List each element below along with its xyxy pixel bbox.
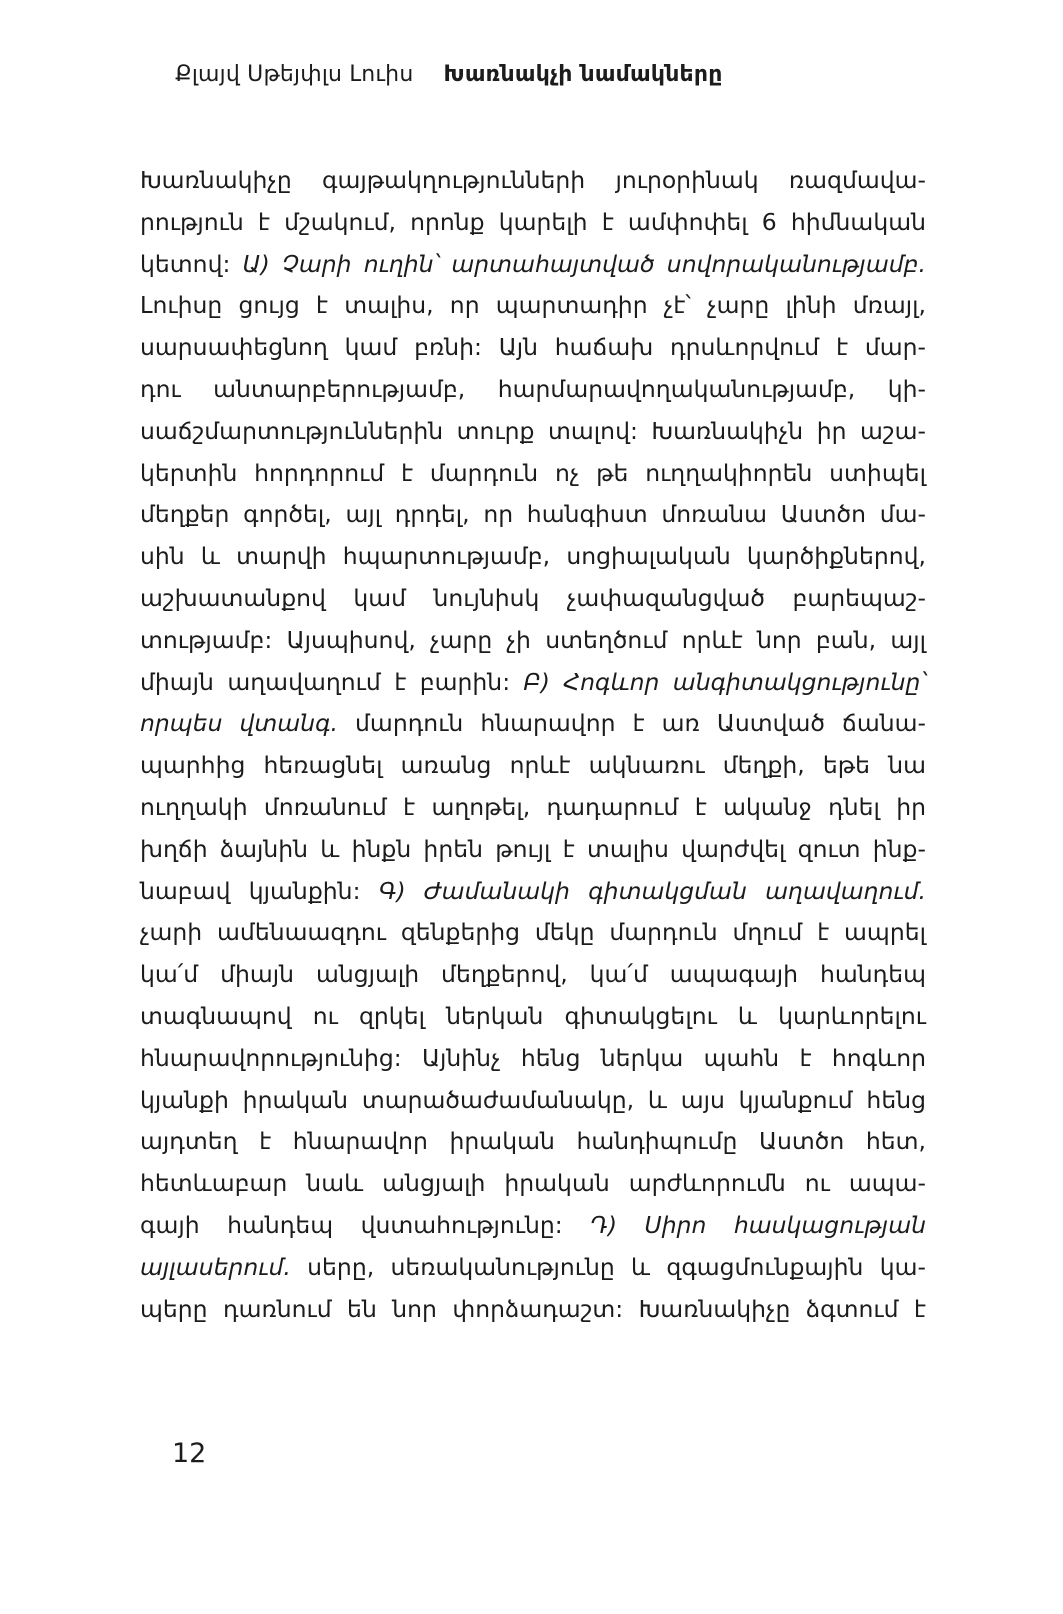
text-line	[140, 494, 926, 536]
text-line	[140, 1163, 926, 1205]
running-header	[175, 62, 723, 87]
text-segment: մեղքեր գործել, այլ դրդել, որ հանգիստ մոռանա Աստծո մա-	[140, 500, 926, 529]
italic-text-segment: Դ) Սիրո հասկացության	[590, 1210, 926, 1239]
text-line	[140, 1289, 926, 1331]
text-line	[140, 327, 926, 369]
text-line	[140, 1121, 926, 1163]
book-title: Խառնակչի նամակները	[443, 62, 723, 87]
text-segment: տագնապով ու զրկել ներկան գիտակցելու և կարևորելու	[140, 1001, 926, 1030]
text-line	[140, 662, 926, 704]
text-line	[140, 285, 926, 327]
text-line	[140, 703, 926, 745]
text-segment: գայի հանդեպ վստահությունը:	[140, 1210, 591, 1239]
text-segment: կետով:	[140, 249, 243, 278]
text-segment: հետևաբար նաև անցյալի իրական արժևորումն ու ապա-	[140, 1169, 926, 1198]
text-line	[140, 996, 926, 1038]
text-segment: Լուիսը ցույց է տալիս, որ պարտադիր չէ՝ չարը լինի մռայլ,	[140, 291, 926, 320]
text-segment: հնարավորությունից: Այնինչ հենց ներկա պահն է հոգևոր	[140, 1043, 926, 1072]
text-segment: պարհից հեռացնել առանց որևէ ակնառու մեղքի, եթե նա	[140, 751, 926, 780]
text-line	[140, 745, 926, 787]
italic-text-segment: Գ) Ժամանակի գիտակցման աղավաղում.	[378, 876, 926, 905]
text-line	[140, 954, 926, 996]
text-line	[140, 160, 926, 202]
text-line	[140, 620, 926, 662]
text-segment: չարի ամենաազդու զենքերից մեկը մարդուն մղում է ապրել	[140, 918, 926, 947]
page-number: 12	[172, 1438, 207, 1469]
text-segment: ուղղակի մոռանում է աղոթել, դադարում է ականջ դնել իր	[140, 792, 926, 821]
text-line	[140, 1038, 926, 1080]
text-line	[140, 536, 926, 578]
text-line	[140, 912, 926, 954]
text-line	[140, 411, 926, 453]
text-segment: տությամբ: Այսպիսով, չարը չի ստեղծում որևէ նոր բան, այլ	[140, 625, 926, 654]
italic-text-segment: որպես վտանգ.	[140, 709, 338, 738]
author-name: Քլայվ Սթեյփլս Լուիս	[175, 62, 414, 87]
text-line	[140, 787, 926, 829]
text-segment: սաճշմարտություններին տուրք տալով: Խառնակիչն իր աշա-	[140, 416, 926, 445]
text-segment: սին և տարվի հպարտությամբ, սոցիալական կարծիքներով,	[140, 542, 926, 571]
text-segment: միայն աղավաղում է բարին:	[140, 667, 524, 696]
text-line	[140, 453, 926, 495]
italic-text-segment: այլասերում.	[140, 1252, 291, 1281]
text-segment: րություն է մշակում, որոնք կարելի է ամփոփել 6 հիմնական	[140, 207, 926, 236]
text-segment: կյանքի իրական տարածաժամանակը, և այս կյանքում հենց	[140, 1085, 926, 1114]
text-line	[140, 244, 926, 286]
text-segment: խղճի ձայնին և ինքն իրեն թույլ է տալիս վարժվել զուտ ինք-	[140, 834, 926, 863]
text-line	[140, 1080, 926, 1122]
text-line	[140, 1247, 926, 1289]
text-line	[140, 369, 926, 411]
text-line	[140, 871, 926, 913]
text-segment: այդտեղ է հնարավոր իրական հանդիպումը Աստծո հետ,	[140, 1127, 926, 1156]
italic-text-segment: Ա) Չարի ուղին՝ արտահայտված սովորականությամբ.	[242, 249, 926, 278]
text-line	[140, 829, 926, 871]
text-segment: պերը դառնում են նոր փորձադաշտ: Խառնակիչը ձգտում է	[140, 1294, 926, 1323]
text-line	[140, 1205, 926, 1247]
italic-text-segment: Բ) Հոգևոր անգիտակցությունը՝	[523, 667, 926, 696]
text-line	[140, 202, 926, 244]
text-segment: կա՛մ միայն անցյալի մեղքերով, կա՛մ ապագայի հանդեպ	[140, 960, 926, 989]
text-segment: մարդուն հնարավոր է առ Աստված ճանա-	[338, 709, 926, 738]
text-segment: դու անտարբերությամբ, հարմարավողականությամբ, կի-	[140, 374, 926, 403]
text-segment: սերը, սեռականությունը և զգացմունքային կա-	[290, 1252, 926, 1281]
text-segment: նաբավ կյանքին:	[140, 876, 379, 905]
text-segment: Խառնակիչը գայթակղությունների յուրօրինակ ռազմավա-	[140, 166, 926, 194]
page-body	[140, 160, 926, 1330]
text-line	[140, 578, 926, 620]
text-segment: սարսափեցնող կամ բռնի: Այն հաճախ դրսևորվում է մար-	[140, 333, 926, 362]
text-segment: աշխատանքով կամ նույնիսկ չափազանցված բարեպաշ-	[140, 583, 926, 612]
text-segment: կերտին հորդորում է մարդուն ոչ թե ուղղակիորեն ստիպել	[140, 458, 926, 487]
